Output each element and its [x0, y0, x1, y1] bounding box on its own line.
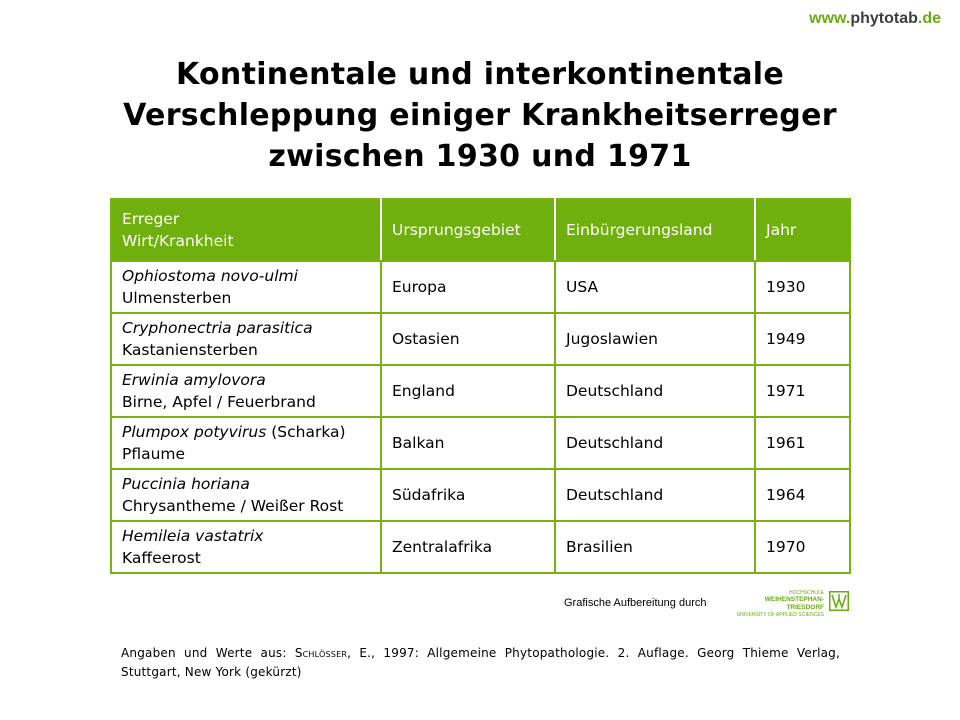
- table-header-row: [111, 199, 850, 261]
- host-disease: Ulmensterben: [122, 289, 232, 307]
- university-logo[interactable]: [735, 590, 849, 618]
- site-url[interactable]: [809, 10, 941, 28]
- table-row: [111, 469, 850, 521]
- cell-origin: Europa: [381, 261, 555, 313]
- pathogen-table: [110, 198, 851, 574]
- cell-pathogen-host: [111, 521, 381, 573]
- logo-line-3: UNIVERSITY OF APPLIED SCIENCES: [736, 612, 824, 618]
- logo-line-2: WEIHENSTEPHAN-TRIESDORF: [764, 596, 824, 611]
- cell-pathogen-host: [111, 365, 381, 417]
- cell-country: Brasilien: [555, 521, 755, 573]
- species-name: [122, 421, 370, 443]
- cell-country: Jugoslawien: [555, 313, 755, 365]
- cell-country: Deutschland: [555, 365, 755, 417]
- cell-year: 1970: [755, 521, 850, 573]
- header-host-disease: Wirt/Krankheit: [122, 232, 234, 250]
- cell-year: 1930: [755, 261, 850, 313]
- title-line-2: Verschleppung einiger Krankheitserreger: [123, 98, 837, 133]
- cell-country: USA: [555, 261, 755, 313]
- species-name: [122, 317, 370, 339]
- cell-year: 1971: [755, 365, 850, 417]
- host-disease: Pflaume: [122, 445, 186, 463]
- cell-pathogen-host: [111, 469, 381, 521]
- page-title: [0, 54, 960, 177]
- cell-pathogen-host: [111, 417, 381, 469]
- cell-year: 1961: [755, 417, 850, 469]
- header-origin: Ursprungsgebiet: [381, 199, 555, 261]
- source-citation: [121, 644, 840, 682]
- source-author: Schlösser: [294, 646, 348, 660]
- species-italic: Puccinia horiana: [122, 475, 250, 493]
- table-row: [111, 417, 850, 469]
- cell-country: Deutschland: [555, 417, 755, 469]
- species-name: [122, 265, 370, 287]
- table-row: [111, 313, 850, 365]
- header-pathogen-host: [111, 199, 381, 261]
- cell-pathogen-host: [111, 313, 381, 365]
- source-prefix: Angaben und Werte aus:: [121, 646, 295, 660]
- header-country: Einbürgerungsland: [555, 199, 755, 261]
- species-italic: Hemileia vastatrix: [122, 527, 264, 545]
- cell-year: 1964: [755, 469, 850, 521]
- species-italic: Erwinia amylovora: [122, 371, 266, 389]
- cell-origin: Südafrika: [381, 469, 555, 521]
- header-pathogen: Erreger: [122, 210, 180, 228]
- cell-origin: Balkan: [381, 417, 555, 469]
- table-row: [111, 365, 850, 417]
- cell-origin: England: [381, 365, 555, 417]
- host-disease: Kaffeerost: [122, 549, 201, 567]
- species-italic: Cryphonectria parasitica: [122, 319, 313, 337]
- title-line-1: Kontinentale und interkontinentale: [175, 57, 784, 92]
- species-name: [122, 369, 370, 391]
- title-line-3: zwischen 1930 und 1971: [268, 139, 692, 174]
- cell-origin: Ostasien: [381, 313, 555, 365]
- source-rest: , E., 1997: Allgemeine Phytopathologie. 2. Auflage. Georg Thieme Verlag, Stuttgart, New York (gekürzt): [121, 646, 840, 679]
- site-url-prefix: www.: [809, 10, 851, 27]
- table-row: [111, 261, 850, 313]
- logo-line-1: HOCHSCHULE: [788, 590, 824, 596]
- logo-text: [735, 590, 824, 618]
- host-disease: Kastaniensterben: [122, 341, 258, 359]
- table-row: [111, 521, 850, 573]
- species-note: (Scharka): [266, 423, 346, 441]
- species-name: [122, 525, 370, 547]
- host-disease: Birne, Apfel / Feuerbrand: [122, 393, 316, 411]
- species-italic: Ophiostoma novo-ulmi: [122, 267, 298, 285]
- cell-country: Deutschland: [555, 469, 755, 521]
- cell-pathogen-host: [111, 261, 381, 313]
- species-italic: Plumpox potyvirus: [122, 423, 267, 441]
- cell-origin: Zentralafrika: [381, 521, 555, 573]
- logo-mark-icon: [829, 591, 849, 611]
- host-disease: Chrysantheme / Weißer Rost: [122, 497, 344, 515]
- credit-text: Grafische Aufbereitung durch: [564, 597, 707, 609]
- site-url-name: phytotab: [850, 10, 918, 27]
- species-name: [122, 473, 370, 495]
- site-url-suffix: .de: [917, 10, 941, 27]
- header-year: Jahr: [755, 199, 850, 261]
- cell-year: 1949: [755, 313, 850, 365]
